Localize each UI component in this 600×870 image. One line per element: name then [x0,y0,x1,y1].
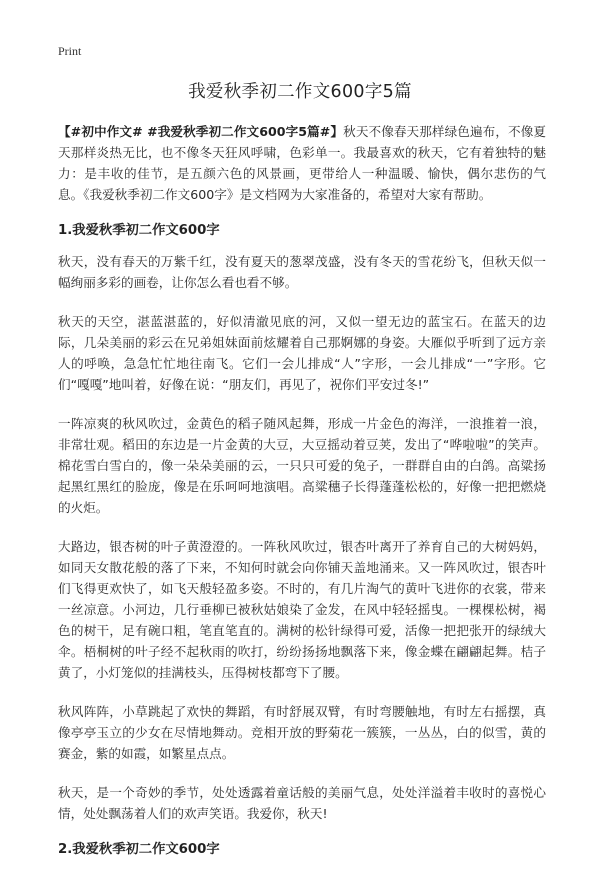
intro-paragraph [58,121,546,205]
paragraph: 秋风阵阵，小草跳起了欢快的舞蹈，有时舒展双臂，有时弯腰触地，有时左右摇摆，真像亭亭玉立的少女在尽情地舞动。竞相开放的野菊花一簇簇，一丛丛，白的似雪，黄的赛金，紫的如霞，如繁星点点。 [58,704,546,761]
intro-tag: 【#初中作文# #我爱秋季初二作文600字5篇#】 [58,124,344,139]
paragraph: 一阵凉爽的秋风吹过，金黄色的稻子随风起舞，形成一片金色的海洋，一浪推着一浪，非常壮观。稻田的东边是一片金黄的大豆，大豆摇动着豆荚，发出了“哗啦啦”的笑声。棉花雪白雪白的，像一朵朵美丽的云，一只只可爱的兔子，一群群自由的白鸽。高粱扬起黑红黑红的脸庞，像是在乐呵呵地演唱。高粱穗子长得蓬蓬松松的，好像一把把燃烧的火炬。 [58,416,546,515]
paragraph: 秋天，没有春天的万紫千红，没有夏天的葱翠茂盛，没有冬天的雪花纷飞，但秋天似一幅绚丽多彩的画卷，让你怎么看也看不够。 [58,254,546,290]
paragraph: 大路边，银杏树的叶子黄澄澄的。一阵秋风吹过，银杏叶离开了养育自己的大树妈妈，如同天女散花般的落了下来，不知何时就会向你铺天盖地涌来。又一阵风吹过，银杏叶们飞得更欢快了，如飞天般轻盈多姿。不时的，有几片淘气的黄叶飞进你的衣裳，带来一丝凉意。小河边，几行垂柳已被秋姑娘染了金发，在风中轻轻摇曳。一棵棵松树，褐色的树干，足有碗口粗，笔直笔直的。满树的松针绿得可爱，活像一把把张开的绿绒大伞。梧桐树的叶子经不起秋雨的吹打，纷纷扬扬地飘落下来，像金蝶在翩翩起舞。桔子黄了，小灯笼似的挂满枝头，压得树枝都弯下了腰。 [58,539,546,680]
section-heading-2: 2.我爱秋季初二作文600字 [58,842,220,857]
article-body [58,121,546,870]
paragraph: 秋天，是一个奇妙的季节，处处透露着童话般的美丽气息，处处洋溢着丰收时的喜悦心情，处处飘荡着人们的欢声笑语。我爱你，秋天! [58,785,546,821]
section-heading-1: 1.我爱秋季初二作文600字 [58,223,220,238]
paragraph: 秋天的天空，湛蓝湛蓝的，好似清澈见底的河，又似一望无边的蓝宝石。在蓝天的边际，几朵美丽的彩云在兄弟姐妹面前炫耀着自己那婀娜的身姿。大雁似乎听到了远方亲人的呼唤，急急忙忙地往南飞。它们一会儿排成“人”字形，一会儿排成“一”字形。它们“嘎嘎”地叫着，好像在说：“朋友们，再见了，祝你们平安过冬!” [58,314,546,392]
intro-text: 秋天不像春天那样绿色遍布，不像夏天那样炎热无比，也不像冬天狂风呼啸，色彩单一。我最喜欢的秋天，它有着独特的魅力：是丰收的佳节，是五颜六色的风景画，更带给人一种温暖、愉快，偶尔悲伤的气息。《我爱秋季初二作文600字》是文档网为大家准备的，希望对大家有帮助。 [58,124,546,202]
page-title: 我爱秋季初二作文600字5篇 [188,82,412,102]
print-link[interactable]: Print [58,44,82,58]
